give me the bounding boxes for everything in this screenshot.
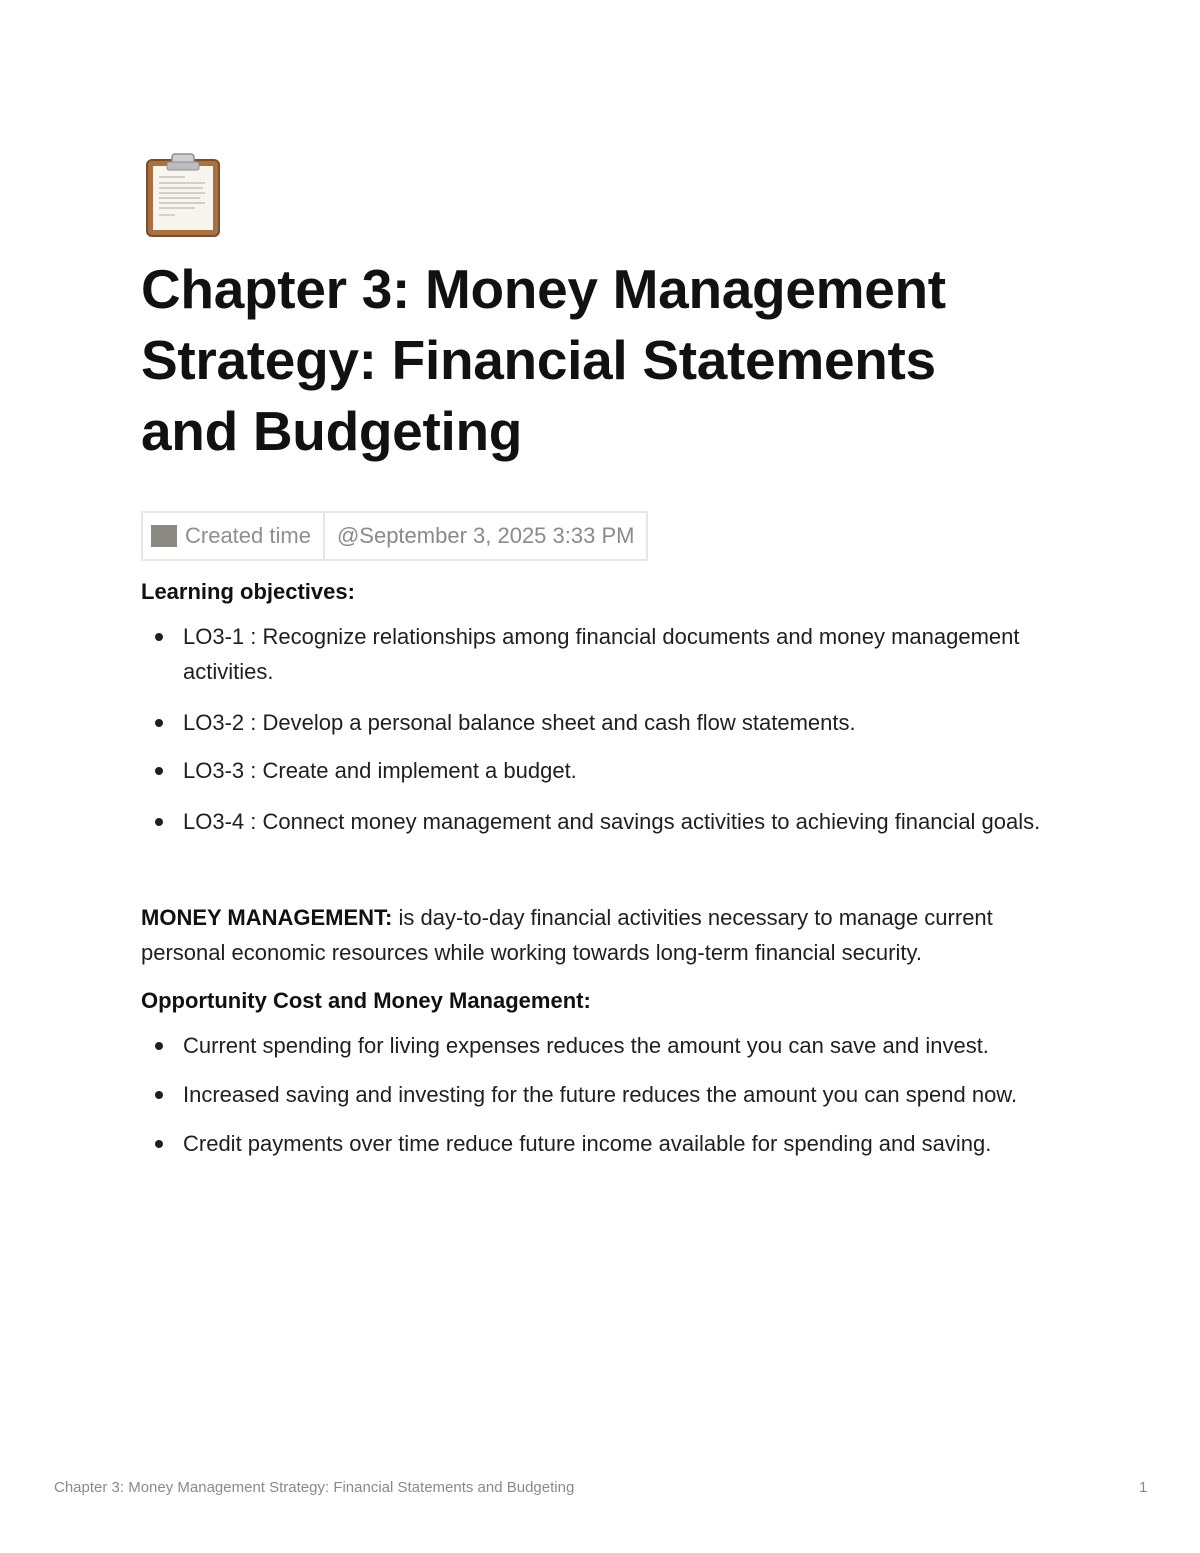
property-name-cell (142, 512, 324, 560)
property-row (142, 512, 647, 560)
clipboard-icon (145, 152, 221, 238)
money-management-definition: is day-to-day financial activities necessary to manage current personal economic resources while working towards long-term financial security. (141, 905, 993, 965)
property-name: Created time (185, 523, 311, 548)
list-item-text: LO3-4 : Connect money management and savings activities to achieving financial goals. (183, 809, 1041, 834)
opportunity-cost-list (141, 1028, 1041, 1161)
opportunity-cost-heading: Opportunity Cost and Money Management: (141, 988, 591, 1013)
learning-objectives-heading: Learning objectives: (141, 579, 355, 604)
list-item (141, 619, 1041, 689)
footer-page-number: 1 (1139, 1479, 1148, 1496)
page-title: Chapter 3: Money Management Strategy: Financial Statements and Budgeting (141, 258, 946, 462)
bullet-icon (155, 1042, 163, 1050)
bullet-icon (155, 633, 163, 641)
bullet-icon (155, 719, 163, 727)
money-management-term: MONEY MANAGEMENT: (141, 905, 393, 930)
list-item (141, 1028, 1041, 1063)
money-management-paragraph (141, 900, 1041, 970)
learning-objectives-list (141, 619, 1041, 839)
page-content (141, 152, 1041, 1161)
list-item-text: Current spending for living expenses reduces the amount you can save and invest. (183, 1033, 989, 1058)
list-item (141, 804, 1041, 839)
bullet-icon (155, 1140, 163, 1148)
list-item (141, 1126, 1041, 1161)
bullet-icon (155, 818, 163, 826)
bullet-icon (155, 767, 163, 775)
list-item-text: LO3-1 : Recognize relationships among financial documents and money management activities. (183, 624, 1020, 684)
list-item-text: LO3-3 : Create and implement a budget. (183, 758, 577, 783)
properties-table (141, 511, 648, 561)
list-item (141, 1077, 1041, 1112)
list-item-text: Credit payments over time reduce future income available for spending and saving. (183, 1131, 992, 1156)
property-block-icon (151, 525, 177, 547)
list-item-text: Increased saving and investing for the future reduces the amount you can spend now. (183, 1082, 1018, 1107)
list-item (141, 753, 1041, 788)
list-item-text: LO3-2 : Develop a personal balance sheet and cash flow statements. (183, 710, 856, 735)
footer-title: Chapter 3: Money Management Strategy: Financial Statements and Budgeting (54, 1479, 575, 1496)
list-item (141, 705, 1041, 740)
bullet-icon (155, 1091, 163, 1099)
property-value[interactable]: @September 3, 2025 3:33 PM (324, 512, 648, 560)
